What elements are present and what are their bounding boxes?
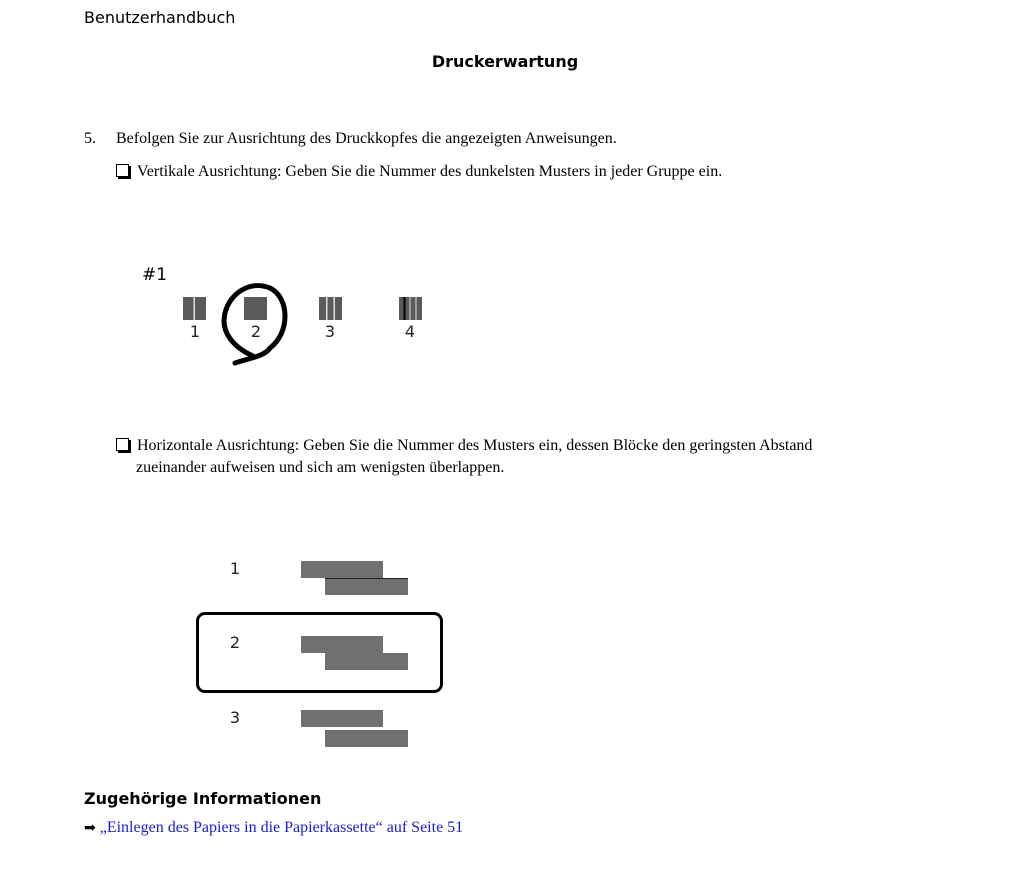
bullet-text: Vertikale Ausrichtung: Geben Sie die Nummer des dunkelsten Musters in jeder Gruppe ein. — [137, 163, 723, 180]
bullet-text: Horizontale Ausrichtung: Geben Sie die Nummer des Musters ein, dessen Blöcke den geringsten Abstand — [137, 437, 813, 454]
selection-circle-icon — [215, 278, 295, 370]
pattern-3-top-bar — [301, 710, 383, 727]
pattern-label-1: 1 — [189, 322, 201, 341]
checkbox-bullet-icon — [116, 438, 129, 451]
section-title: Druckerwartung — [431, 52, 579, 71]
bullet-text-continued: zueinander aufweisen und sich am wenigsten überlappen. — [136, 459, 505, 476]
pattern-label-2: 2 — [229, 633, 241, 652]
bullet-horizontal — [116, 437, 812, 455]
step-text: Befolgen Sie zur Ausrichtung des Druckkopfes die angezeigten Anweisungen. — [116, 130, 617, 147]
checkbox-bullet-icon — [116, 164, 129, 177]
group-label: #1 — [142, 265, 168, 285]
pattern-3-bottom-bar — [325, 730, 408, 747]
bullet-vertical — [116, 163, 722, 181]
step-number: 5. — [84, 130, 96, 147]
pattern-block-4 — [399, 297, 422, 320]
pattern-label-3: 3 — [229, 708, 241, 727]
pattern-1-top-bar — [301, 561, 383, 578]
pattern-label-1: 1 — [229, 559, 241, 578]
pattern-2-top-bar — [301, 636, 383, 653]
document-title: Benutzerhandbuch — [84, 8, 236, 27]
pattern-label-4: 4 — [404, 322, 416, 341]
related-info-heading: Zugehörige Informationen — [84, 789, 322, 808]
arrow-right-icon: ➡ — [84, 820, 96, 836]
pattern-1-bottom-bar — [325, 578, 408, 595]
pattern-2-bottom-bar — [325, 653, 408, 670]
related-link[interactable]: „Einlegen des Papiers in die Papierkassette“ auf Seite 51 — [99, 819, 464, 836]
pattern-block-3 — [319, 297, 342, 320]
pattern-block-1 — [183, 297, 206, 320]
related-link-row — [84, 819, 463, 837]
pattern-label-2: 2 — [250, 322, 262, 341]
pattern-label-3: 3 — [324, 322, 336, 341]
